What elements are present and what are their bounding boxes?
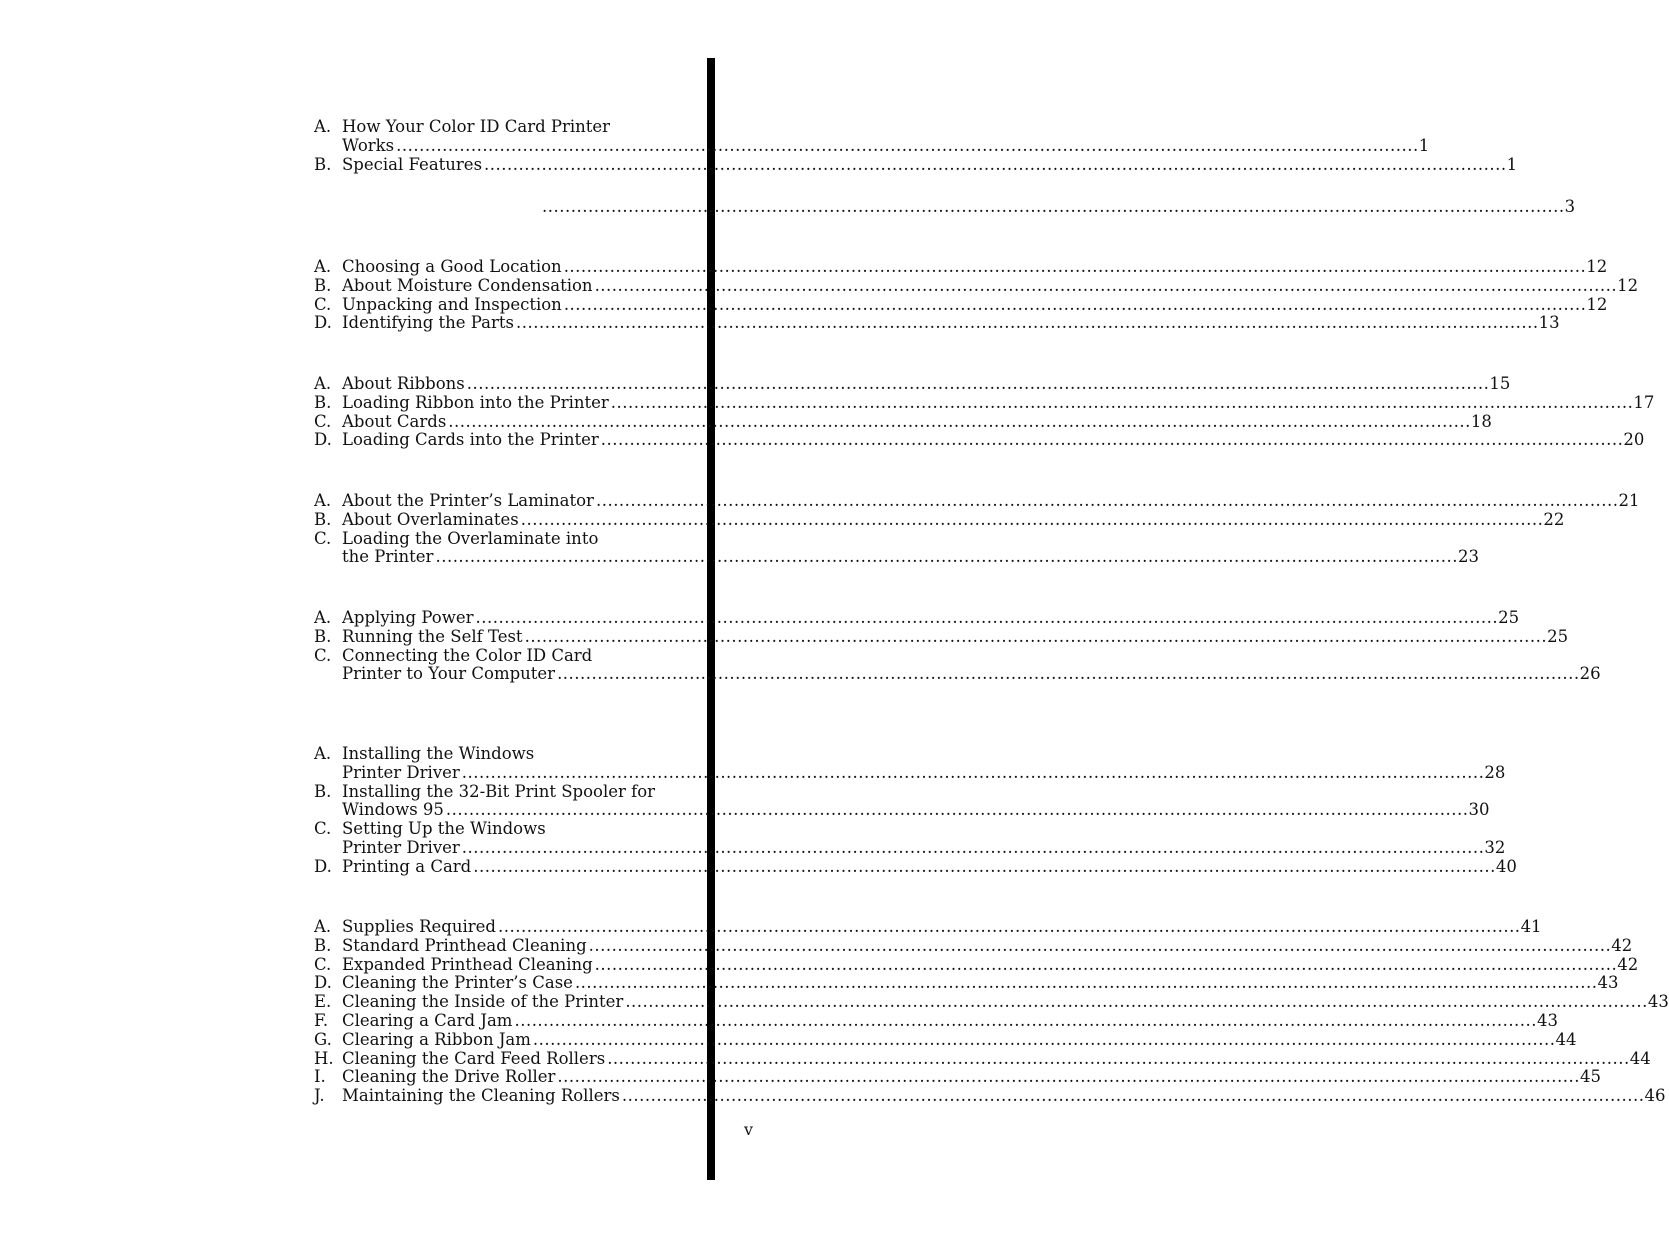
toc-entry-label: Installing the Windows (342, 744, 535, 763)
toc-entry[interactable] (314, 973, 1619, 993)
toc-leader-dots (462, 839, 1485, 858)
toc-entry[interactable] (314, 1067, 1601, 1087)
toc-leader-dots (596, 492, 1619, 511)
toc-section (314, 608, 1601, 684)
toc-leader-dots (564, 258, 1587, 277)
toc-entry-label: Expanded Printhead Cleaning (342, 954, 593, 974)
toc-entry-page: 43 (1597, 973, 1619, 993)
toc-entry-label: Clearing a Ribbon Jam (342, 1029, 531, 1049)
toc-entry[interactable] (314, 745, 664, 764)
toc-leader-dots (564, 296, 1587, 315)
toc-entry[interactable] (314, 992, 1669, 1012)
toc-entry[interactable] (314, 626, 1569, 647)
toc-entry-label: Cleaning the Card Feed Rollers (342, 1048, 606, 1068)
toc-section (314, 491, 1640, 567)
toc-entry-label: Running the Self Test (342, 626, 523, 646)
toc-entry-page: 44 (1555, 1029, 1577, 1049)
toc-entry[interactable] (314, 154, 1518, 175)
toc-leader-dots (575, 974, 1598, 993)
toc-entry-letter: A. (314, 917, 332, 936)
toc-entry-label: Cleaning the Drive Roller (342, 1067, 556, 1087)
toc-leader-dots (622, 1087, 1645, 1106)
toc-entry-page: 42 (1617, 954, 1639, 974)
toc-leader-dots (473, 858, 1496, 877)
toc-entry-letter: D. (314, 973, 332, 993)
toc-leader-dots (589, 937, 1612, 956)
toc-entry-letter: A. (314, 744, 332, 763)
toc-entry[interactable] (314, 783, 664, 802)
toc-entry-label: Choosing a Good Location (342, 257, 562, 276)
toc-entry-page: 25 (1498, 608, 1520, 627)
toc-entry[interactable] (314, 1086, 1666, 1106)
toc-entry-page: 44 (1629, 1048, 1651, 1068)
toc-entry-page: 30 (1468, 800, 1490, 820)
toc-leader-dots (595, 277, 1618, 296)
toc-entry-label: Printer Driver (342, 837, 460, 857)
toc-entry-page: 12 (1617, 275, 1639, 295)
toc-entry[interactable] (314, 530, 664, 549)
toc-leader-dots (396, 137, 1419, 156)
toc-leader-dots (557, 1068, 1580, 1087)
toc-entry-page: 43 (1537, 1010, 1559, 1030)
toc-leader-dots (595, 956, 1618, 975)
toc-leader-dots (525, 628, 1548, 647)
toc-entry-page: 12 (1586, 257, 1608, 276)
toc-entry-letter: C. (314, 954, 332, 974)
toc-leader-dots (557, 665, 1580, 684)
toc-section (314, 257, 1639, 333)
toc-entry-label: Special Features (342, 154, 483, 174)
toc-entry-letter: D. (314, 313, 332, 333)
toc-section (314, 197, 1576, 217)
toc-entry-label: Windows 95 (342, 800, 444, 820)
toc-entry-label: Identifying the Parts (342, 313, 514, 333)
toc-entry-page: 21 (1618, 491, 1640, 510)
toc-leader-dots (516, 314, 1539, 333)
toc-entry-page: 22 (1543, 509, 1565, 529)
toc-entry[interactable] (314, 509, 1565, 530)
toc-entry-label: Applying Power (342, 608, 474, 627)
toc-entry-label: About Overlaminates (342, 509, 519, 529)
toc-entry-letter: A. (314, 608, 332, 627)
toc-section (314, 117, 1518, 174)
toc-leader-dots (611, 394, 1634, 413)
toc-entry-page: 25 (1547, 626, 1569, 646)
toc-entry[interactable] (314, 411, 1492, 432)
toc-entry-letter: A. (314, 374, 332, 393)
toc-entry-label: Setting Up the Windows (342, 819, 546, 839)
toc-entry[interactable] (314, 837, 1506, 858)
toc-entry-letter: I. (314, 1067, 326, 1087)
toc-entry[interactable] (314, 197, 1576, 217)
toc-entry-letter: C. (314, 294, 332, 314)
toc-entry-letter: B. (314, 935, 332, 955)
toc-entry-page: 42 (1611, 935, 1633, 955)
toc-entry[interactable] (314, 392, 1655, 413)
toc-entry-letter: C. (314, 819, 332, 839)
toc-entry-letter: D. (314, 856, 332, 876)
toc-entry[interactable] (314, 135, 1430, 156)
toc-entry[interactable] (314, 664, 1601, 684)
toc-entry-page: 28 (1484, 762, 1506, 782)
toc-entry[interactable] (314, 313, 1560, 333)
toc-entry-page: 41 (1520, 917, 1542, 936)
toc-entry-label: the Printer (342, 547, 434, 567)
toc-entry-label: About Ribbons (342, 374, 465, 393)
toc-leader-dots (476, 609, 1499, 628)
toc-leader-dots (542, 198, 1565, 217)
toc-entry-label: How Your Color ID Card Printer (342, 117, 611, 136)
toc-entry[interactable] (314, 800, 1490, 820)
toc-entry-page: 15 (1489, 374, 1511, 393)
toc-entry-label: Printer to Your Computer (342, 664, 556, 684)
toc-entry-label: Loading the Overlaminate into (342, 528, 599, 548)
toc-entry-label: Loading Ribbon into the Printer (342, 392, 609, 412)
toc-entry[interactable] (314, 762, 1506, 783)
toc-entry[interactable] (314, 647, 664, 666)
toc-section (314, 374, 1655, 450)
toc-entry-label: Maintaining the Cleaning Rollers (342, 1086, 620, 1106)
toc-entry-letter: C. (314, 528, 332, 548)
toc-entry[interactable] (314, 1048, 1651, 1069)
toc-entry[interactable] (314, 1029, 1577, 1050)
toc-entry-page: 43 (1647, 992, 1669, 1012)
toc-entry-letter: D. (314, 430, 332, 450)
toc-entry[interactable] (314, 491, 1640, 511)
toc-entry[interactable] (314, 118, 664, 137)
toc-entry[interactable] (314, 954, 1639, 975)
toc-entry[interactable] (314, 608, 1520, 628)
toc-entry-letter: C. (314, 645, 332, 665)
toc-leader-dots (462, 764, 1485, 783)
toc-entry-letter: F. (314, 1010, 329, 1030)
toc-entry-label: Printer Driver (342, 762, 460, 782)
toc-leader-dots (448, 413, 1471, 432)
toc-leader-dots (446, 801, 1469, 820)
toc-leader-dots (484, 156, 1507, 175)
toc-entry-letter: C. (314, 411, 332, 431)
toc-entry[interactable] (314, 917, 1542, 937)
toc-entry-page: 45 (1580, 1067, 1601, 1087)
toc-leader-dots (533, 1031, 1556, 1050)
toc-entry-label: Loading Cards into the Printer (342, 430, 599, 450)
toc-entry[interactable] (314, 374, 1511, 394)
page-number: v (744, 1120, 754, 1139)
toc-entry-label: Cleaning the Inside of the Printer (342, 992, 624, 1012)
toc-section (314, 917, 1669, 1106)
toc-entry[interactable] (314, 257, 1608, 277)
toc-entry-page: 13 (1538, 313, 1560, 333)
toc-entry-label: About Moisture Condensation (342, 275, 593, 295)
toc-entry-label: Standard Printhead Cleaning (342, 935, 587, 955)
toc-entry-letter: G. (314, 1029, 332, 1049)
toc-entry[interactable] (314, 935, 1633, 956)
toc-entry-page: 3 (1564, 197, 1576, 216)
toc-entry-page: 20 (1623, 430, 1645, 450)
toc-entry-label: Cleaning the Printer’s Case (342, 973, 573, 993)
toc-entry[interactable] (314, 275, 1639, 296)
toc-entry-letter: A. (314, 257, 332, 276)
toc-entry-letter: A. (314, 117, 332, 136)
toc-entry-label: Unpacking and Inspection (342, 294, 562, 314)
toc-entry-label: Works (342, 135, 395, 155)
toc-entry-label: Clearing a Card Jam (342, 1010, 513, 1030)
toc-entry[interactable] (314, 820, 664, 839)
toc-entry-letter: B. (314, 781, 332, 801)
toc-entry[interactable] (314, 856, 1517, 877)
toc-entry-page: 1 (1418, 135, 1430, 155)
toc-entry-letter: E. (314, 992, 332, 1012)
toc-entry-label: Supplies Required (342, 917, 496, 936)
toc-entry-letter: B. (314, 509, 332, 529)
toc-entry-page: 23 (1458, 547, 1480, 567)
toc-leader-dots (607, 1050, 1630, 1069)
toc-entry-letter: A. (314, 491, 332, 510)
toc-entry[interactable] (314, 547, 1480, 567)
toc-entry-page: 40 (1495, 856, 1517, 876)
toc-leader-dots (521, 511, 1544, 530)
toc-entry-letter: J. (314, 1086, 325, 1106)
toc-entry-page: 26 (1579, 664, 1601, 684)
toc-entry-label: About Cards (342, 411, 447, 431)
toc-entry[interactable] (314, 430, 1645, 450)
toc-leader-dots (625, 993, 1648, 1012)
toc-entry[interactable] (314, 1010, 1559, 1031)
toc-entry-label: Installing the 32-Bit Print Spooler for (342, 781, 656, 801)
toc-entry-letter: H. (314, 1048, 334, 1068)
toc-entry-page: 46 (1644, 1086, 1666, 1106)
toc-entry-letter: B. (314, 626, 332, 646)
toc-entry-letter: B. (314, 392, 332, 412)
toc-entry-label: About the Printer’s Laminator (342, 491, 594, 510)
toc-entry[interactable] (314, 294, 1608, 315)
toc-entry-label: Connecting the Color ID Card (342, 645, 593, 665)
toc-leader-dots (601, 431, 1624, 450)
toc-entry-label: Printing a Card (342, 856, 472, 876)
toc-entry-page: 17 (1633, 392, 1655, 412)
toc-entry-page: 18 (1470, 411, 1492, 431)
toc-leader-dots (435, 548, 1458, 567)
toc-entry-letter: B. (314, 154, 332, 174)
toc-leader-dots (498, 918, 1521, 937)
toc-entry-page: 12 (1586, 294, 1608, 314)
toc-leader-dots (467, 375, 1490, 394)
toc-entry-page: 1 (1506, 154, 1518, 174)
toc-entry-letter: B. (314, 275, 332, 295)
toc-section (314, 744, 1517, 877)
toc-entry-page: 32 (1484, 837, 1506, 857)
toc-leader-dots (514, 1012, 1537, 1031)
